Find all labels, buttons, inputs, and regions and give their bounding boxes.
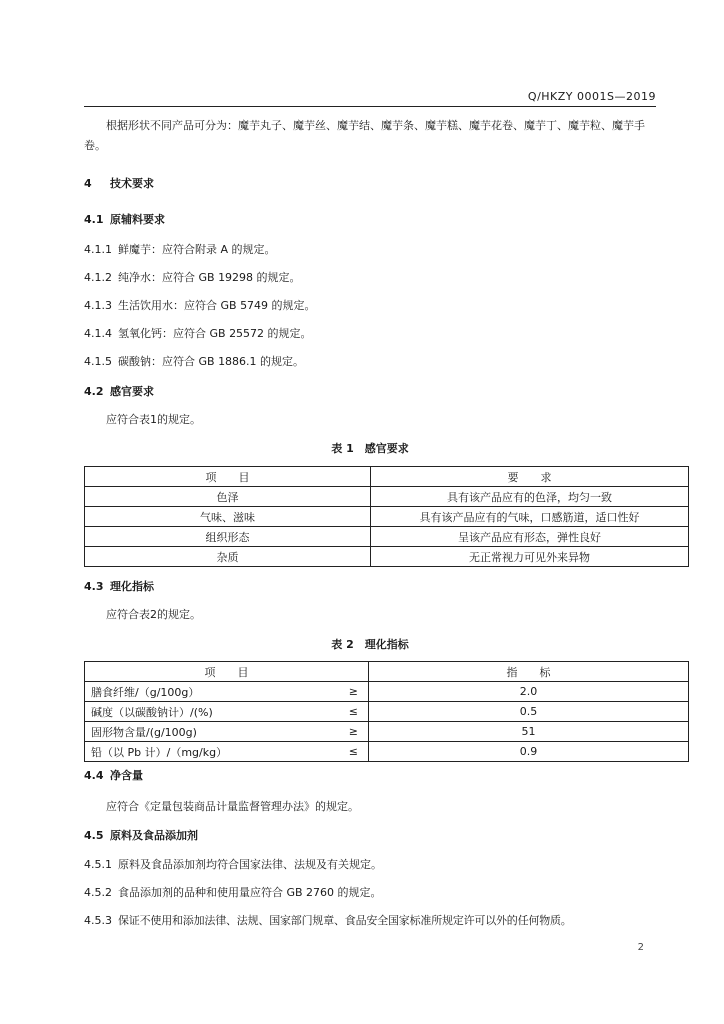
section-4-4-title: 净含量 (110, 769, 143, 782)
table-cell: 膳食纤维/（g/100g） (85, 682, 318, 702)
clause-number: 4.5.3 (84, 914, 112, 927)
section-4-4-number: 4.4 (84, 769, 104, 782)
section-4-3-body: 应符合表2的规定。 (106, 608, 201, 621)
table-row (85, 507, 689, 527)
table-cell: 具有该产品应有的气味，口感筋道，适口性好 (371, 507, 689, 527)
table-row (85, 742, 689, 762)
clause-4-5-3 (84, 911, 684, 931)
table-cell: 铅（以 Pb 计）/（mg/kg） (85, 742, 318, 762)
table-cell: 碱度（以碳酸钠计）/(%) (85, 702, 318, 722)
clause-4-5-1 (84, 855, 656, 875)
section-4-number: 4 (84, 177, 92, 190)
clause-text: 纯净水：应符合 GB 19298 的规定。 (118, 271, 301, 284)
section-4-2-body: 应符合表1的规定。 (106, 413, 201, 426)
clause-number: 4.1.4 (84, 327, 112, 340)
section-4-2-heading (84, 382, 656, 402)
clause-4-1-1 (84, 240, 656, 260)
section-4-3-heading (84, 577, 656, 597)
clause-text: 食品添加剂的品种和使用量应符合 GB 2760 的规定。 (118, 886, 382, 899)
table-header-row (85, 467, 689, 487)
table-cell: 杂质 (85, 547, 371, 567)
table-2-physicochemical (84, 661, 689, 762)
table-cell: 气味、滋味 (85, 507, 371, 527)
table-cell: 51 (369, 722, 689, 742)
section-4-5-heading (84, 826, 656, 846)
section-4-heading (84, 174, 656, 194)
table-row (85, 527, 689, 547)
section-4-4-body: 应符合《定量包装商品计量监督管理办法》的规定。 (106, 800, 359, 813)
comparison-symbol: ≥ (317, 682, 369, 702)
section-4-1-title: 原辅料要求 (110, 213, 165, 226)
clause-number: 4.1.3 (84, 299, 112, 312)
table-cell: 2.0 (369, 682, 689, 702)
table-cell: 色泽 (85, 487, 371, 507)
section-4-3-title: 理化指标 (110, 580, 154, 593)
table-header-cell: 项 目 (85, 662, 369, 682)
intro-paragraph: 根据形状不同产品可分为：魔芋丸子、魔芋丝、魔芋结、魔芋条、魔芋糕、魔芋花卷、魔芋丁、魔芋粒、魔芋手卷。 (84, 119, 645, 152)
clause-text: 氢氧化钙：应符合 GB 25572 的规定。 (118, 327, 312, 340)
clause-number: 4.1.1 (84, 243, 112, 256)
table-cell: 具有该产品应有的色泽，均匀一致 (371, 487, 689, 507)
table-cell: 0.5 (369, 702, 689, 722)
clause-text: 鲜魔芋：应符合附录 A 的规定。 (118, 243, 276, 256)
table-cell: 固形物含量/(g/100g) (85, 722, 318, 742)
table-1-sensory (84, 466, 689, 567)
clause-text: 生活饮用水：应符合 GB 5749 的规定。 (118, 299, 316, 312)
table-row (85, 682, 689, 702)
table-header-cell: 项 目 (85, 467, 371, 487)
table-header-row (85, 662, 689, 682)
comparison-symbol: ≤ (317, 742, 369, 762)
table-cell: 组织形态 (85, 527, 371, 547)
table-row (85, 547, 689, 567)
section-4-5-title: 原料及食品添加剂 (110, 829, 198, 842)
table-header-cell: 要 求 (371, 467, 689, 487)
clause-number: 4.5.1 (84, 858, 112, 871)
table-row (85, 722, 689, 742)
clause-number: 4.5.2 (84, 886, 112, 899)
section-4-1-heading (84, 210, 656, 230)
section-4-3-number: 4.3 (84, 580, 104, 593)
section-4-4-heading (84, 766, 656, 786)
clause-text: 碳酸钠：应符合 GB 1886.1 的规定。 (118, 355, 305, 368)
section-4-5-number: 4.5 (84, 829, 104, 842)
clause-number: 4.1.2 (84, 271, 112, 284)
section-4-2-number: 4.2 (84, 385, 104, 398)
clause-4-1-3 (84, 296, 656, 316)
clause-4-1-4 (84, 324, 656, 344)
table-1-caption: 表 1 感官要求 (331, 442, 409, 455)
table-cell: 无正常视力可见外来异物 (371, 547, 689, 567)
page-number: 2 (637, 942, 644, 953)
table-cell: 呈该产品应有形态，弹性良好 (371, 527, 689, 547)
clause-4-1-5 (84, 352, 656, 372)
clause-4-1-2 (84, 268, 656, 288)
document-code: Q/HKZY 0001S—2019 (527, 90, 656, 103)
table-header-cell: 指 标 (369, 662, 689, 682)
clause-4-5-2 (84, 883, 656, 903)
comparison-symbol: ≥ (317, 722, 369, 742)
header-rule (84, 106, 656, 107)
section-4-1-number: 4.1 (84, 213, 104, 226)
section-4-title: 技术要求 (110, 177, 154, 190)
table-row (85, 487, 689, 507)
section-4-2-title: 感官要求 (110, 385, 154, 398)
table-cell: 0.9 (369, 742, 689, 762)
clause-text: 保证不使用和添加法律、法规、国家部门规章、食品安全国家标准所规定许可以外的任何物质。 (118, 914, 572, 927)
comparison-symbol: ≤ (317, 702, 369, 722)
clause-text: 原料及食品添加剂均符合国家法律、法规及有关规定。 (118, 858, 382, 871)
table-row (85, 702, 689, 722)
table-2-caption: 表 2 理化指标 (331, 638, 409, 651)
clause-number: 4.1.5 (84, 355, 112, 368)
